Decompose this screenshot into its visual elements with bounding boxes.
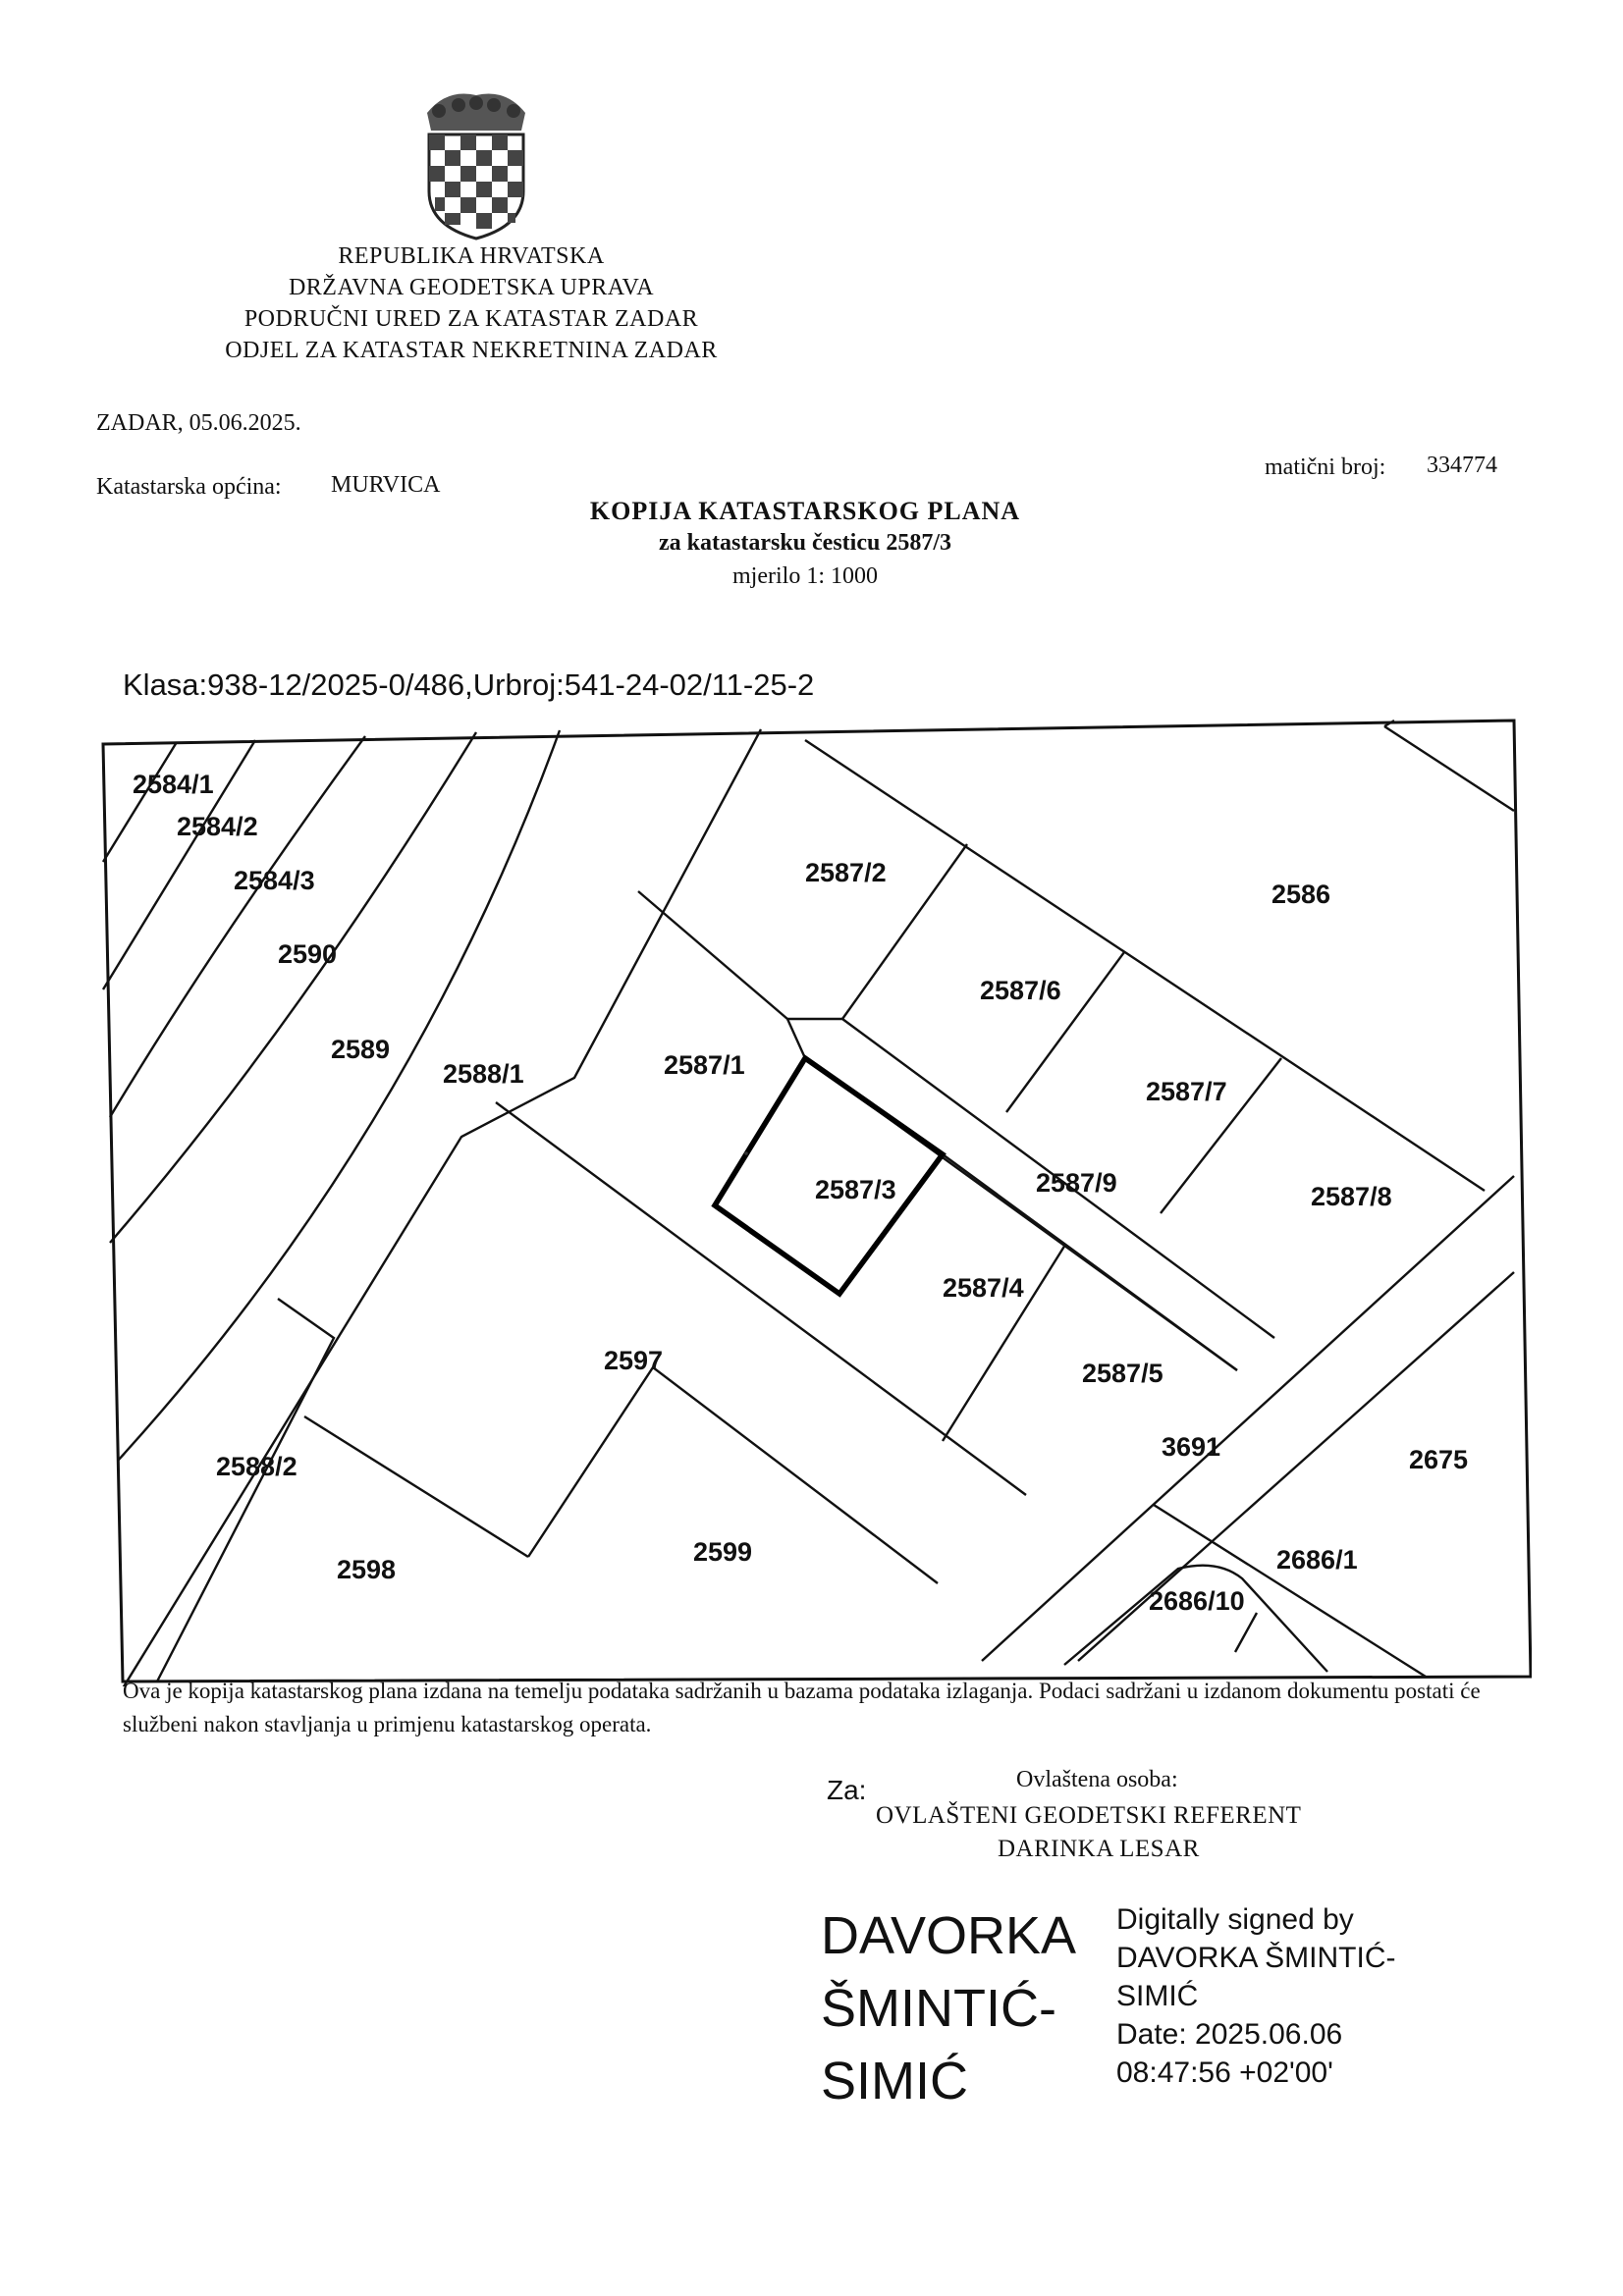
parcel-label-2597: 2597 (604, 1346, 664, 1375)
footnote: Ova je kopija katastarskog plana izdana na temelju podataka sadržanih u bazama podataka izlaganja. Podaci sadržani u izdanom dokumentu postati će službeni nakon stavljanja u primjenu katastarskog operata. (123, 1679, 1481, 1736)
authorized-name: DARINKA LESAR (998, 1836, 1200, 1862)
cadastral-map (98, 715, 1532, 1686)
parcel-label-2584-1: 2584/1 (133, 770, 214, 799)
parcel-label-2587-9: 2587/9 (1036, 1168, 1117, 1198)
parcel-label-2587-3: 2587/3 (815, 1175, 896, 1204)
parcel-label-2587-5: 2587/5 (1082, 1359, 1163, 1388)
parcel-label-2590: 2590 (278, 939, 338, 969)
document-title: KOPIJA KATASTARSKOG PLANA (589, 497, 1021, 525)
reg-number-value: 334774 (1427, 453, 1497, 478)
signature-line-3: SIMIĆ (1116, 1980, 1199, 2012)
reg-number-label: matični broj: (1265, 454, 1386, 480)
municipality-value: MURVICA (331, 472, 441, 498)
parcel-label-2589: 2589 (331, 1035, 391, 1064)
parcel-label-2675: 2675 (1409, 1445, 1469, 1474)
parcel-label-2598: 2598 (337, 1555, 397, 1584)
parcel-label-2586: 2586 (1271, 880, 1331, 909)
place-date: ZADAR, 05.06.2025. (96, 410, 301, 436)
parcel-label-2587-4: 2587/4 (943, 1273, 1024, 1303)
parcel-label-2587-8: 2587/8 (1311, 1182, 1392, 1211)
parcel-label-2588-2: 2588/2 (216, 1452, 298, 1481)
parcel-label-2588-1: 2588/1 (443, 1059, 524, 1089)
signature-date: Date: 2025.06.06 (1116, 2018, 1343, 2051)
digital-signature-name: DAVORKA ŠMINTIĆ-SIMIĆ (821, 1906, 1074, 2110)
za-label: Za: (827, 1775, 867, 1805)
parcel-label-2686-1: 2686/1 (1276, 1545, 1358, 1575)
parcel-label-2587-6: 2587/6 (980, 976, 1061, 1005)
parcel-label-3691: 3691 (1162, 1432, 1221, 1462)
header-line-1: REPUBLIKA HRVATSKA (338, 243, 605, 269)
parcel-label-2587-2: 2587/2 (805, 858, 887, 887)
header-line-3: PODRUČNI URED ZA KATASTAR ZADAR (243, 306, 699, 332)
parcel-label-2584-3: 2584/3 (234, 866, 315, 895)
parcel-label-2587-7: 2587/7 (1146, 1077, 1227, 1106)
parcel-label-2599: 2599 (693, 1537, 753, 1567)
signature-line-1: Digitally signed by (1116, 1903, 1354, 1936)
document-subtitle: za katastarsku česticu 2587/3 (659, 530, 951, 556)
document-scale: mjerilo 1: 1000 (732, 563, 878, 589)
signature-time: 08:47:56 +02'00' (1116, 2056, 1333, 2089)
authorized-person-label: Ovlaštena osoba: (1016, 1767, 1178, 1792)
document-reference: Klasa:938-12/2025-0/486,Urbroj:541-24-02/11-25-2 (123, 667, 815, 702)
parcel-label-2587-1: 2587/1 (664, 1050, 745, 1080)
parcel-label-2686-10: 2686/10 (1149, 1586, 1245, 1616)
signature-line-2: DAVORKA ŠMINTIĆ- (1116, 1942, 1396, 1974)
croatian-coat-of-arms-icon (417, 83, 535, 240)
authorized-title: OVLAŠTENI GEODETSKI REFERENT (876, 1802, 1302, 1829)
header-line-2: DRŽAVNA GEODETSKA UPRAVA (288, 275, 655, 300)
parcel-label-2584-2: 2584/2 (177, 812, 258, 841)
municipality-label: Katastarska općina: (96, 474, 282, 500)
header-line-4: ODJEL ZA KATASTAR NEKRETNINA ZADAR (225, 338, 718, 363)
